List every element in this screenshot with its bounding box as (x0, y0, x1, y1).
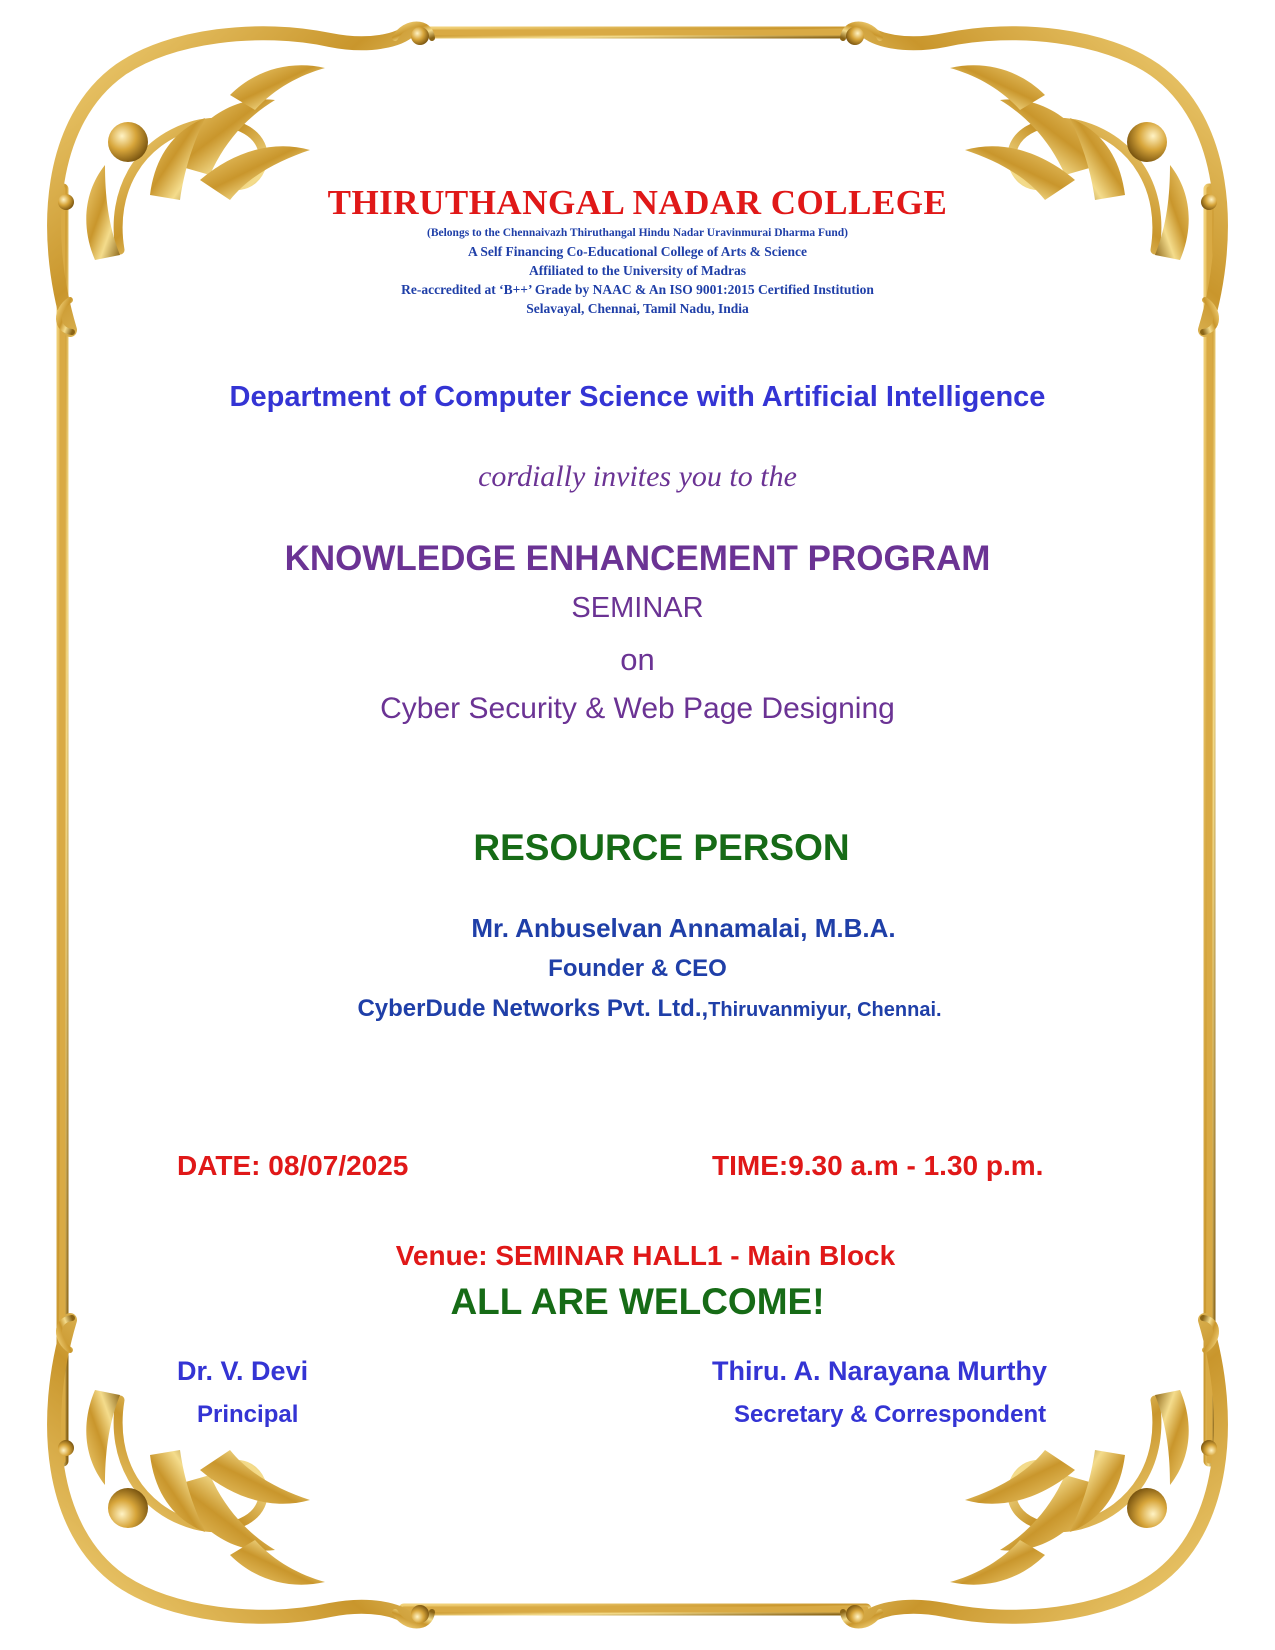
event-venue: Venue: SEMINAR HALL1 - Main Block (395, 1240, 896, 1271)
event-time: TIME:9.30 a.m - 1.30 p.m. (712, 1150, 1044, 1181)
principal-name: Dr. V. Devi (177, 1356, 309, 1386)
college-address: Selavayal, Chennai, Tamil Nadu, India (526, 301, 749, 316)
resource-location: Thiruvanmiyur, Chennai. (708, 999, 942, 1021)
college-accreditation: Re-accredited at ‘B++’ Grade by NAAC & An ISO 9001:2015 Certified Institution (401, 282, 874, 297)
resource-heading: RESOURCE PERSON (473, 827, 850, 868)
college-name: THIRUTHANGAL NADAR COLLEGE (327, 183, 948, 222)
resource-company-line (0, 995, 1275, 1023)
resource-company: CyberDude Networks Pvt. Ltd., (357, 995, 709, 1022)
secretary-title: Secretary & Correspondent (734, 1401, 1047, 1428)
program-on: on (620, 642, 655, 677)
invite-line: cordially invites you to the (478, 460, 797, 493)
secretary-name: Thiru. A. Narayana Murthy (712, 1356, 1048, 1386)
college-trust-line: (Belongs to the Chennaivazh Thiruthangal Hindu Nadar Uravinmurai Dharma Fund) (427, 227, 848, 239)
resource-role: Founder & CEO (548, 955, 727, 982)
college-type-line: A Self Financing Co-Educational College of Arts & Science (468, 244, 807, 259)
principal-title: Principal (197, 1401, 299, 1428)
resource-name: Mr. Anbuselvan Annamalai, M.B.A. (471, 913, 896, 943)
program-title: KNOWLEDGE ENHANCEMENT PROGRAM (284, 539, 991, 578)
program-kind: SEMINAR (571, 592, 704, 624)
welcome-banner: ALL ARE WELCOME! (450, 1281, 825, 1322)
department-name: Department of Computer Science with Artificial Intelligence (229, 381, 1046, 413)
program-topic: Cyber Security & Web Page Designing (380, 692, 895, 725)
college-affiliation: Affiliated to the University of Madras (528, 263, 747, 278)
event-date: DATE: 08/07/2025 (177, 1150, 409, 1181)
